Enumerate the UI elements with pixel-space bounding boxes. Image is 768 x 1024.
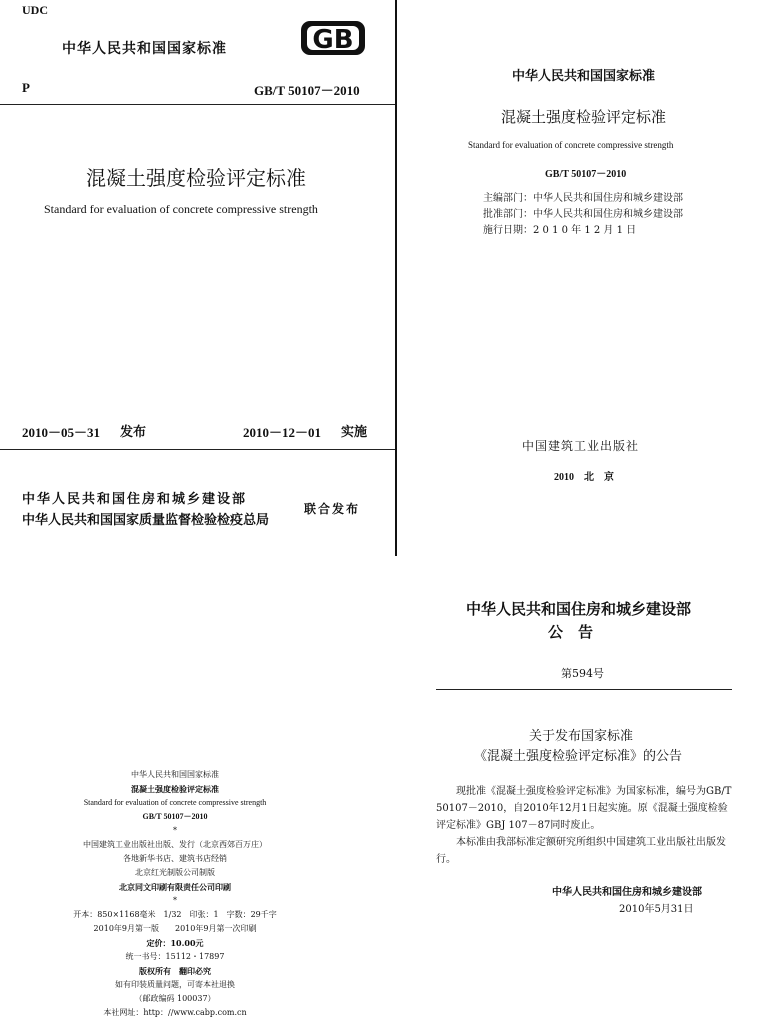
p2-compiled-by: 主编部门：中华人民共和国住房和城乡建设部 bbox=[483, 193, 683, 204]
p2-effective-date: 施行日期：2 0 1 0 年 1 2 月 1 日 bbox=[483, 225, 637, 236]
p2-title-en: Standard for evaluation of concrete compressive strength bbox=[468, 140, 674, 150]
imprint-book-number: 统一书号：15112・17897 bbox=[125, 952, 225, 961]
issue-date: 2010－05－31 bbox=[22, 425, 101, 440]
announce-subject-1: 关于发布国家标准 bbox=[529, 729, 634, 744]
cover-standard-number: GB/T 50107－2010 bbox=[254, 83, 360, 98]
imprint-block bbox=[60, 768, 290, 1020]
announce-paragraph-1: 现批准《混凝土强度检验评定标准》为国家标准，编号为GB/T 50107－2010，自2010年12月1日起实施。原《混凝土强度检验评定标准》GBJ 107－87同时废止。 bbox=[436, 786, 732, 831]
imprint-website: 本社网址：http：//www.cabp.com.cn bbox=[103, 1008, 247, 1017]
national-standard-heading: 中华人民共和国国家标准 bbox=[62, 41, 227, 57]
imprint-line: 如有印装质量问题，可寄本社退换 bbox=[115, 980, 235, 989]
announce-number: 第594号 bbox=[561, 667, 604, 680]
announce-subject-2: 《混凝土强度检验评定标准》的公告 bbox=[474, 749, 683, 764]
announce-heading: 公 告 bbox=[548, 623, 594, 641]
issue-label: 发布 bbox=[120, 425, 147, 440]
announce-signature: 中华人民共和国住房和城乡建设部 bbox=[552, 887, 702, 898]
issuer-aqsiq: 中华人民共和国国家质量监督检验检疫总局 bbox=[22, 513, 270, 528]
imprint-line: 开本：850×1168毫米 1/32 印张：1 字数：29千字 bbox=[73, 910, 277, 919]
p2-approved-by: 批准部门：中华人民共和国住房和城乡建设部 bbox=[483, 209, 683, 220]
cover-bottom-rule bbox=[0, 449, 396, 450]
announce-paragraph-2: 本标准由我部标准定额研究所组织中国建筑工业出版社出版发行。 bbox=[436, 837, 726, 865]
imprint-title-en: Standard for evaluation of concrete compressive strength bbox=[83, 798, 267, 807]
class-code: P bbox=[22, 80, 30, 95]
p2-publisher: 中国建筑工业出版社 bbox=[522, 439, 640, 453]
page-divider bbox=[395, 0, 397, 556]
imprint-line: 中国建筑工业出版社出版、发行（北京西郊百万庄） bbox=[83, 840, 267, 849]
issuer-ministry: 中华人民共和国住房和城乡建设部 bbox=[22, 492, 248, 507]
imprint-line: 2010年9月第一版 2010年9月第一次印刷 bbox=[93, 924, 257, 933]
p2-standard-number: GB/T 50107－2010 bbox=[545, 169, 627, 180]
imprint-line: 北京同文印刷有限责任公司印刷 bbox=[119, 882, 231, 892]
gb-logo-text: GB bbox=[312, 25, 354, 55]
effective-date: 2010－12－01 bbox=[243, 425, 322, 440]
p2-year-city: 2010 北 京 bbox=[554, 472, 614, 483]
joint-issue-label: 联合发布 bbox=[304, 502, 361, 516]
imprint-standard-number: GB/T 50107－2010 bbox=[142, 812, 208, 821]
imprint-postcode: （邮政编码 100037） bbox=[134, 994, 216, 1003]
imprint-separator: * bbox=[173, 896, 177, 905]
announce-ministry: 中华人民共和国住房和城乡建设部 bbox=[466, 600, 692, 618]
p2-national-standard: 中华人民共和国国家标准 bbox=[512, 69, 656, 84]
udc-label: UDC bbox=[22, 3, 48, 17]
announce-rule bbox=[436, 689, 732, 690]
gb-logo bbox=[300, 20, 366, 56]
p2-title-cn: 混凝土强度检验评定标准 bbox=[501, 108, 667, 126]
imprint-price: 定价：10.00元 bbox=[146, 938, 204, 948]
imprint-line: 中华人民共和国国家标准 bbox=[131, 770, 219, 779]
announce-date: 2010年5月31日 bbox=[619, 904, 694, 915]
cover-title-en: Standard for evaluation of concrete compressive strength bbox=[44, 202, 318, 216]
cover-title-cn: 混凝土强度检验评定标准 bbox=[86, 166, 306, 190]
imprint-copyright: 版权所有 翻印必究 bbox=[139, 966, 211, 976]
imprint-line: 各地新华书店、建筑书店经销 bbox=[123, 854, 227, 863]
imprint-separator: * bbox=[173, 826, 177, 835]
imprint-line: 北京红光制版公司制版 bbox=[135, 868, 215, 877]
cover-top-rule bbox=[0, 104, 396, 105]
effective-label: 实施 bbox=[341, 425, 368, 440]
imprint-title: 混凝土强度检验评定标准 bbox=[131, 784, 219, 794]
